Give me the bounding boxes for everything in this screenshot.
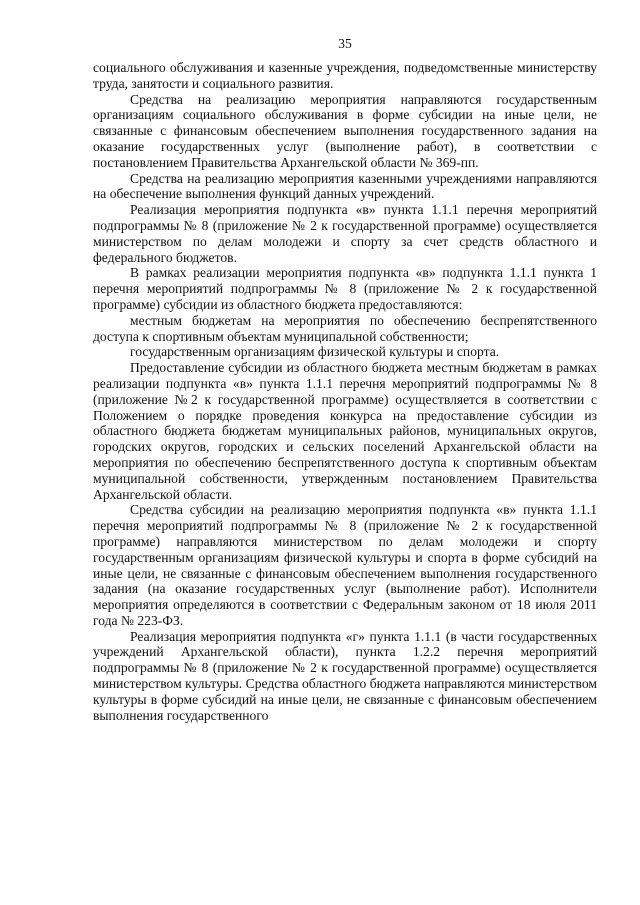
paragraph: государственным организациям физической культуры и спорта. bbox=[130, 344, 500, 360]
paragraph: Реализация мероприятия подпункта «в» пункта 1.1.1 перечня мероприятий подпрограммы № 8 (приложение № 2 к государственной программе) осуществляется министерством по делам молодежи и спорту за счет средств областного и федерального бюджетов. bbox=[93, 202, 597, 265]
paragraph: местным бюджетам на мероприятия по обеспечению беспрепятственного доступа к спортивным объектам муниципальной собственности; bbox=[93, 312, 597, 344]
page-number: 35 bbox=[338, 36, 352, 51]
paragraph: Средства на реализацию мероприятия казенными учреждениями направляются на обеспечение выполнения функций данных учреждений. bbox=[93, 170, 597, 202]
paragraph: социального обслуживания и казенные учреждения, подведомственные министерству труда, занятости и социального развития. bbox=[93, 60, 597, 91]
paragraph: Средства субсидии на реализацию мероприятия подпункта «в» пункта 1.1.1 перечня мероприятий подпрограммы № 8 (приложение № 2 к государственной программе) направляются министерством по делам молодежи и спорту государственным организациям физической культуры и спорта в форме субсидий на иные цели, не связанные с финансовым обеспечением выполнения государственного задания (на оказание государственных услуг (выполнение работ). Исполнители мероприятия определяются в соответствии с Федеральным законом от 18 июля 2011 года № 223-ФЗ. bbox=[93, 502, 597, 628]
paragraph: Реализация мероприятия подпункта «г» пункта 1.1.1 (в части государственных учреждений Архангельской области), пункта 1.2.2 перечня мероприятий подпрограммы № 8 (приложение № 2 к государственной программе) осуществляется министерством культуры. Средства областного бюджета направляются министерством культуры в форме субсидий на иные цели, не связанные с финансовым обеспечением выполнения государственного bbox=[93, 628, 597, 723]
paragraph: Предоставление субсидии из областного бюджета местным бюджетам в рамках реализации подпункта «в» пункта 1.1.1 перечня мероприятий подпрограммы № 8 (приложение №2 к государственной программе) осуществляется в соответствии с Положением о порядке проведения конкурса на предоставление субсидии из областного бюджета бюджетам муниципальных районов, муниципальных округов, городских округов, городских и сельских поселений Архангельской области на мероприятия по обеспечению беспрепятственного доступа к спортивным объектам муниципальной собственности, утвержденным постановлением Правительства Архангельской области. bbox=[93, 360, 597, 502]
paragraph: В рамках реализации мероприятия подпункта «в» подпункта 1.1.1 пункта 1 перечня мероприятий подпрограммы № 8 (приложение № 2 к государственной программе) субсидии из областного бюджета предоставляются: bbox=[93, 265, 597, 312]
document-body bbox=[93, 60, 597, 723]
paragraph: Средства на реализацию мероприятия направляются государственным организациям социального обслуживания в форме субсидии на иные цели, не связанные с финансовым обеспечением выполнения государственного задания на оказание государственных услуг (выполнение работ), в соответствии с постановлением Правительства Архангельской области № 369-пп. bbox=[93, 91, 597, 170]
